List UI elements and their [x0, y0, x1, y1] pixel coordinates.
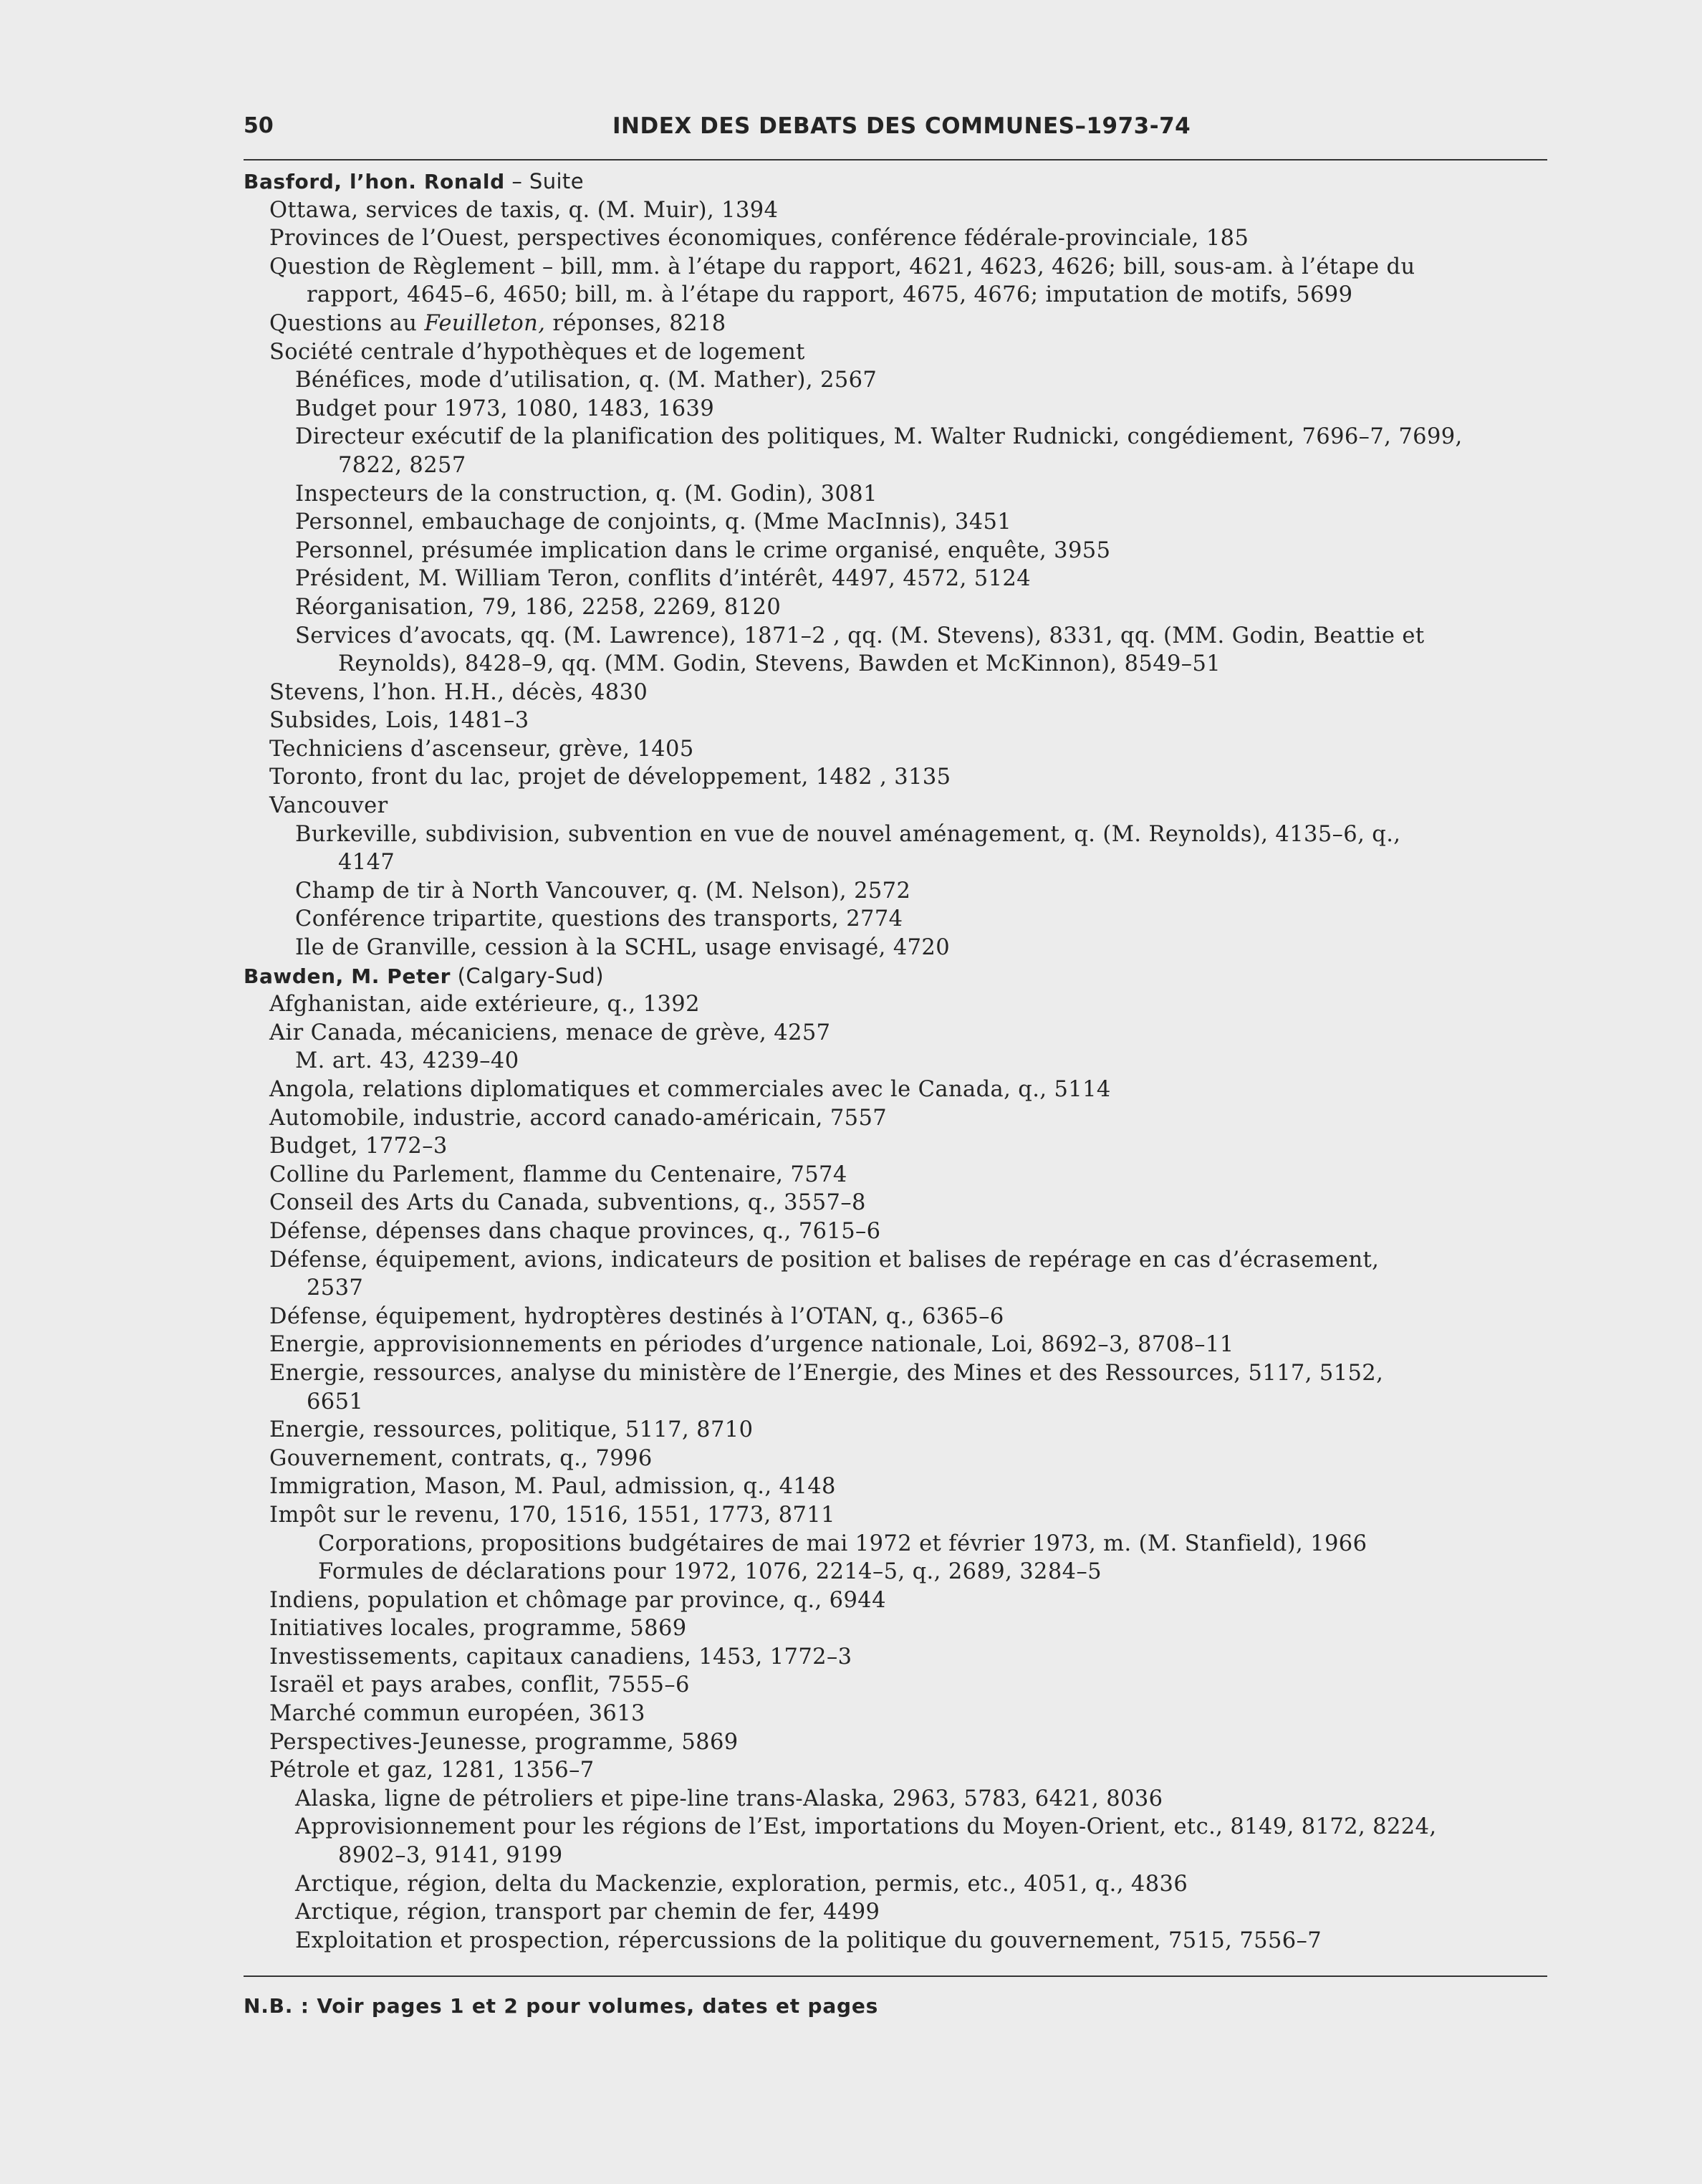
index-entry: Arctique, région, transport par chemin de fer, 4499: [295, 1900, 880, 1925]
entry-text: Questions au: [269, 310, 425, 336]
index-entry: Energie, ressources, analyse du ministère de l’Energie, des Mines et des Ressources, 5117, 5152,: [269, 1360, 1384, 1386]
index-entry: Energie, ressources, politique, 5117, 8710: [269, 1417, 754, 1443]
index-entry: Services d’avocats, qq. (M. Lawrence), 1871–2 , qq. (M. Stevens), 8331, qq. (MM. Godin, Beattie et: [295, 623, 1425, 648]
footer-note: N.B. : Voir pages 1 et 2 pour volumes, dates et pages: [244, 1994, 879, 2018]
index-entry-continuation: 7822, 8257: [338, 452, 466, 478]
index-entry: Personnel, embauchage de conjoints, q. (Mme MacInnis), 3451: [295, 509, 1012, 535]
index-entry: Défense, équipement, hydroptères destinés à l’OTAN, q., 6365–6: [269, 1303, 1004, 1329]
index-entry: Perspectives-Jeunesse, programme, 5869: [269, 1729, 739, 1755]
index-entry: Indiens, population et chômage par province, q., 6944: [269, 1587, 886, 1613]
index-entry: Vancouver: [269, 793, 388, 819]
index-entry: Défense, équipement, avions, indicateurs de position et balises de repérage en cas d’écrasement,: [269, 1247, 1380, 1273]
index-entry: Inspecteurs de la construction, q. (M. Godin), 3081: [295, 481, 878, 507]
running-title: INDEX DES DEBATS DES COMMUNES–1973-74: [612, 113, 1191, 139]
index-entry: [244, 310, 1519, 338]
index-entry: Subsides, Lois, 1481–3: [269, 708, 529, 734]
heading-name: Basford, l’hon. Ronald: [244, 170, 505, 193]
index-entry: Président, M. William Teron, conflits d’intérêt, 4497, 4572, 5124: [295, 566, 1032, 592]
index-entry: Question de Règlement – bill, mm. à l’étape du rapport, 4621, 4623, 4626; bill, sous-am. à l’étape du: [269, 254, 1415, 279]
index-entry: Marché commun européen, 3613: [269, 1701, 645, 1727]
index-entry: Défense, dépenses dans chaque provinces, q., 7615–6: [269, 1218, 881, 1244]
index-entry: Techniciens d’ascenseur, grève, 1405: [269, 736, 694, 762]
footer-rule: [244, 1975, 1547, 1977]
index-entry: Initiatives locales, programme, 5869: [269, 1616, 687, 1642]
index-entry: Energie, approvisionnements en périodes d’urgence nationale, Loi, 8692–3, 8708–11: [269, 1332, 1234, 1358]
index-entry: Stevens, l’hon. H.H., décès, 4830: [269, 679, 648, 705]
index-entry-continuation: Reynolds), 8428–9, qq. (MM. Godin, Stevens, Bawden et McKinnon), 8549–51: [338, 651, 1221, 677]
index-entry: M. art. 43, 4239–40: [295, 1048, 519, 1074]
index-entries: [244, 168, 1519, 1955]
index-entry: Burkeville, subdivision, subvention en vue de nouvel aménagement, q. (M. Reynolds), 4135–6, q.,: [295, 821, 1401, 847]
index-entry: Investissements, capitaux canadiens, 1453, 1772–3: [269, 1644, 852, 1670]
index-entry: Budget, 1772–3: [269, 1134, 448, 1159]
index-entry: Budget pour 1973, 1080, 1483, 1639: [295, 396, 715, 421]
index-entry: Arctique, région, delta du Mackenzie, exploration, permis, etc., 4051, q., 4836: [295, 1871, 1188, 1897]
index-entry: Personnel, présumée implication dans le crime organisé, enquête, 3955: [295, 537, 1111, 563]
index-entry: Conférence tripartite, questions des transports, 2774: [295, 906, 903, 932]
header-rule: [244, 159, 1547, 161]
heading-qualifier: – Suite: [504, 169, 584, 193]
index-entry: Provinces de l’Ouest, perspectives économiques, conférence fédérale-provinciale, 185: [269, 226, 1249, 252]
index-entry: Ile de Granville, cession à la SCHL, usage envisagé, 4720: [295, 935, 951, 961]
page-number: 50: [244, 113, 274, 138]
index-entry: Directeur exécutif de la planification des politiques, M. Walter Rudnicki, congédiement, 7696–7, 7699,: [295, 424, 1463, 450]
index-entry: Impôt sur le revenu, 170, 1516, 1551, 1773, 8711: [269, 1502, 835, 1528]
entry-italic-text: Feuilleton,: [424, 310, 546, 336]
index-entry: Bénéfices, mode d’utilisation, q. (M. Mather), 2567: [295, 368, 878, 393]
heading-name: Bawden, M. Peter: [244, 964, 451, 988]
index-entry: Angola, relations diplomatiques et commerciales avec le Canada, q., 5114: [269, 1077, 1111, 1102]
page-header: [244, 113, 1547, 149]
index-entry-continuation: 8902–3, 9141, 9199: [338, 1843, 563, 1869]
index-entry: Formules de déclarations pour 1972, 1076, 2214–5, q., 2689, 3284–5: [318, 1559, 1102, 1585]
index-entry: Approvisionnement pour les régions de l’Est, importations du Moyen-Orient, etc., 8149, 8172, 8224,: [295, 1814, 1437, 1840]
index-entry: Israël et pays arabes, conflit, 7555–6: [269, 1672, 690, 1698]
index-entry: Conseil des Arts du Canada, subventions, q., 3557–8: [269, 1190, 866, 1216]
index-heading: [244, 962, 1519, 991]
index-entry-continuation: 2537: [307, 1275, 364, 1301]
entry-text: réponses, 8218: [545, 310, 726, 336]
index-entry: Alaska, ligne de pétroliers et pipe-line trans-Alaska, 2963, 5783, 6421, 8036: [295, 1786, 1163, 1811]
index-entry: Toronto, front du lac, projet de développement, 1482 , 3135: [269, 765, 951, 790]
index-entry: Exploitation et prospection, répercussions de la politique du gouvernement, 7515, 7556–7: [295, 1927, 1322, 1953]
index-entry: Air Canada, mécaniciens, menace de grève, 4257: [269, 1020, 831, 1045]
index-entry: Colline du Parlement, flamme du Centenaire, 7574: [269, 1162, 847, 1187]
index-entry: Immigration, Mason, M. Paul, admission, q., 4148: [269, 1474, 836, 1500]
index-entry: Automobile, industrie, accord canado-américain, 7557: [269, 1105, 888, 1131]
index-entry: Pétrole et gaz, 1281, 1356–7: [269, 1758, 595, 1783]
index-entry: Champ de tir à North Vancouver, q. (M. Nelson), 2572: [295, 878, 911, 904]
index-entry: Société centrale d’hypothèques et de logement: [269, 339, 805, 365]
index-entry: Corporations, propositions budgétaires de mai 1972 et février 1973, m. (M. Stanfield), 1966: [318, 1531, 1367, 1556]
index-entry: Réorganisation, 79, 186, 2258, 2269, 8120: [295, 594, 782, 620]
index-entry: Afghanistan, aide extérieure, q., 1392: [269, 992, 700, 1017]
heading-qualifier: (Calgary-Sud): [451, 963, 604, 988]
index-entry-continuation: rapport, 4645–6, 4650; bill, m. à l’étape du rapport, 4675, 4676; imputation de motifs, 5699: [307, 282, 1353, 308]
index-entry-continuation: 6651: [307, 1389, 364, 1414]
index-entry-continuation: 4147: [338, 850, 395, 876]
index-entry: Ottawa, services de taxis, q. (M. Muir), 1394: [269, 197, 779, 223]
index-heading: [244, 168, 1519, 196]
index-entry: Gouvernement, contrats, q., 7996: [269, 1445, 653, 1471]
